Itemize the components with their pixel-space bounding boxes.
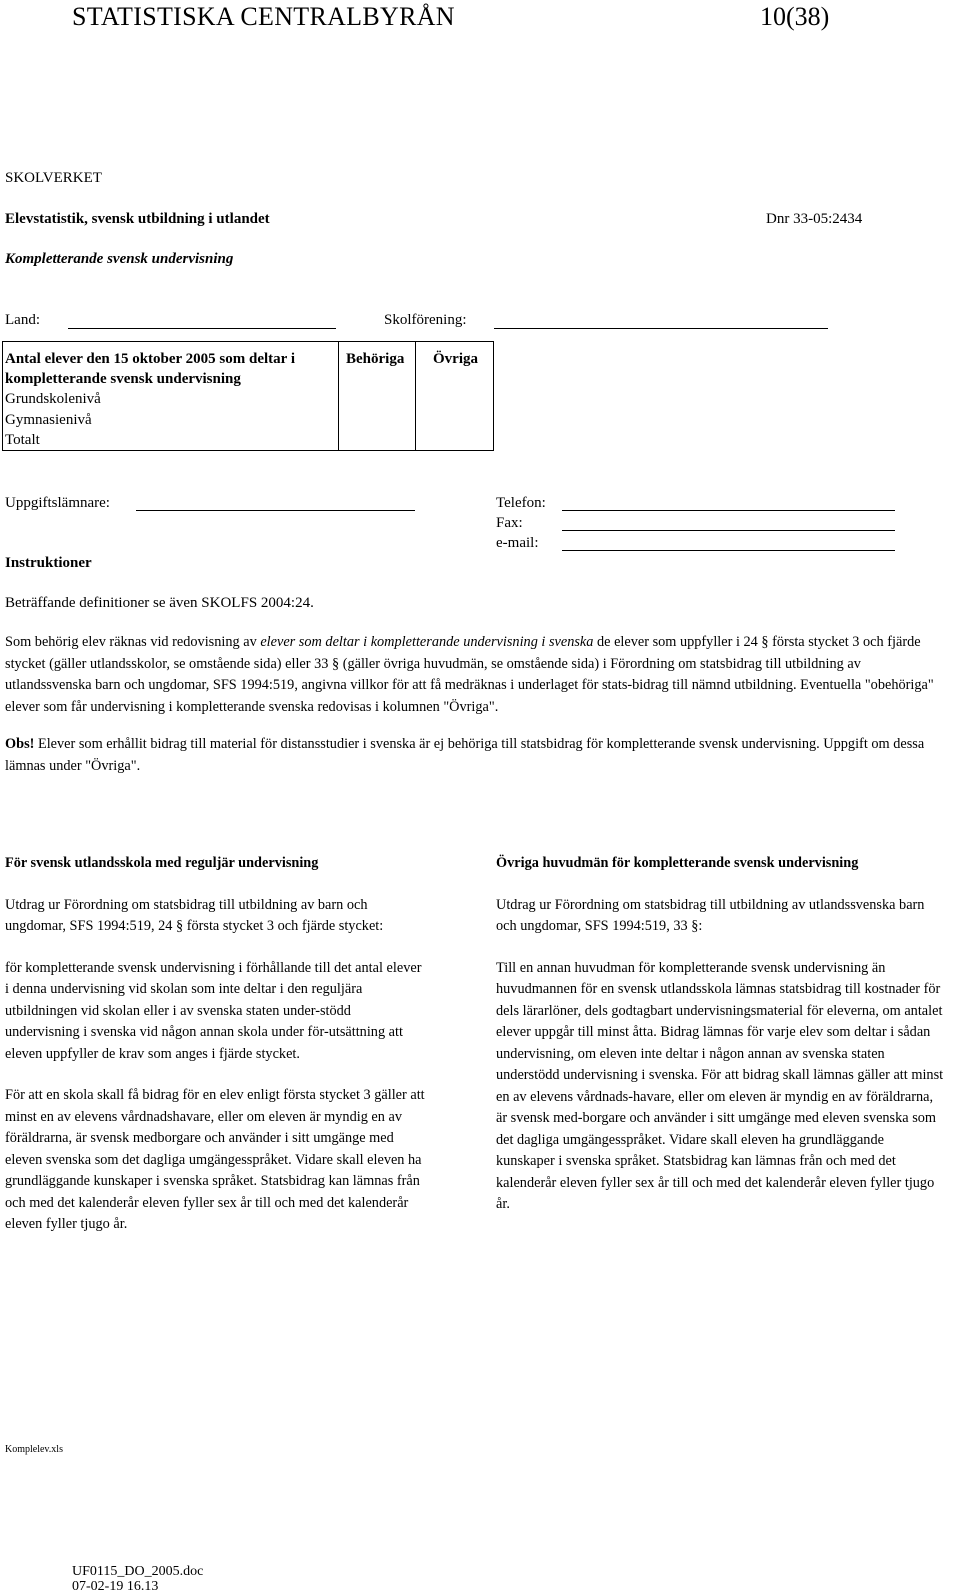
cell-totalt-behoriga[interactable] bbox=[339, 430, 415, 450]
column-behoriga: Behöriga bbox=[346, 351, 405, 367]
form-title: Elevstatistik, svensk utbildning i utlandet bbox=[5, 211, 270, 227]
left-column bbox=[5, 853, 425, 1236]
email-input-line[interactable] bbox=[562, 550, 895, 551]
agency-name: SKOLVERKET bbox=[5, 170, 102, 186]
instr-p1-italic: elever som deltar i kompletterande undervisning i svenska bbox=[260, 634, 594, 650]
page-number: 10(38) bbox=[760, 2, 830, 31]
form-subtitle: Kompletterande svensk undervisning bbox=[5, 251, 234, 267]
land-input-line[interactable] bbox=[68, 328, 336, 329]
right-column bbox=[496, 853, 944, 1216]
skolforening-label: Skolförening: bbox=[384, 312, 467, 328]
table-bottom-border bbox=[2, 450, 494, 451]
right-column-paragraph: Till en annan huvudman för kompletterande svensk undervisning än huvudmannen för en svensk utlandsskola lämnas statsbidrag till kostnader för dels lärarlöner, dels godtagbart undervisningsmaterial för eleverna, om antalet elever uppgår till minst åtta. Bidrag lämnas för varje elev som deltar i sådan undervisning, om eleven inte deltar i någon annan av svenska staten understödd undervisning i svenska. För att bidrag skall lämnas gäller att minst en av elevens vårdnads-havare, eller om eleven är myndig en av föräldrarna, är svensk med-borgare och använder i sitt umgänge med eleven svenska som det dagliga umgängesspråket. Vidare skall eleven ha grundläggande kunskaper i svenska språket. Statsbidrag kan lämnas från och med det kalenderår eleven fyller sex år till och med det kalenderår eleven fyller tjugo år. bbox=[496, 959, 944, 1212]
table-top-border bbox=[2, 341, 494, 342]
telefon-label: Telefon: bbox=[496, 495, 546, 511]
column-ovriga: Övriga bbox=[433, 351, 478, 367]
uppgiftslamnare-input-line[interactable] bbox=[136, 510, 415, 511]
left-column-intro: Utdrag ur Förordning om statsbidrag till utbildning av barn och ungdomar, SFS 1994:519, 24 § första stycket 3 och fjärde stycket: bbox=[5, 896, 384, 934]
uppgiftslamnare-label: Uppgiftslämnare: bbox=[5, 495, 110, 511]
email-label: e-mail: bbox=[496, 535, 539, 551]
skolforening-input-line[interactable] bbox=[494, 328, 828, 329]
fax-input-line[interactable] bbox=[562, 530, 895, 531]
cell-grundskoleniva-behoriga[interactable] bbox=[339, 389, 415, 409]
cell-totalt-ovriga[interactable] bbox=[416, 430, 493, 450]
row-label-totalt: Totalt bbox=[5, 432, 40, 448]
obs-paragraph bbox=[5, 734, 940, 777]
dnr-number: Dnr 33-05:2434 bbox=[766, 211, 863, 227]
row-label-grundskoleniva: Grundskolenivå bbox=[5, 391, 101, 407]
footer-date: 07-02-19 16.13 bbox=[72, 1579, 159, 1594]
left-column-paragraph-2: För att en skola skall få bidrag för en elev enligt första stycket 3 gäller att minst en av elevens vårdnadshavare, eller om eleven är myndig en av föräldrarna, är svensk medborgare och använder i sitt umgänge med eleven svenska som det dagliga umgängesspråket. Vidare skall eleven ha grundläggande kunskaper i svenska språket. Statsbidrag kan lämnas från och med det kalenderår eleven fyller sex år till och med det kalenderår eleven fyller tjugo år. bbox=[5, 1087, 425, 1232]
obs-text: Elever som erhållit bidrag till material för distansstudier i svenska är ej behöriga till statsbidrag för kompletterande svensk undervisning. Uppgift om dessa lämnas under "Övriga". bbox=[5, 736, 925, 774]
cell-gymnasieniva-ovriga[interactable] bbox=[416, 410, 493, 430]
instructions-paragraph bbox=[5, 632, 940, 718]
table-left-border bbox=[2, 341, 3, 450]
land-label: Land: bbox=[5, 312, 40, 328]
row-label-gymnasieniva: Gymnasienivå bbox=[5, 412, 92, 428]
footer-doc-name: UF0115_DO_2005.doc bbox=[72, 1564, 204, 1579]
instructions-reference: Beträffande definitioner se även SKOLFS 2004:24. bbox=[5, 595, 314, 611]
table-header-line1: Antal elever den 15 oktober 2005 som deltar i bbox=[5, 351, 295, 367]
page-header-title: STATISTISKA CENTRALBYRÅN bbox=[72, 2, 455, 31]
telefon-input-line[interactable] bbox=[562, 510, 895, 511]
fax-label: Fax: bbox=[496, 515, 523, 531]
cell-grundskoleniva-ovriga[interactable] bbox=[416, 389, 493, 409]
obs-label: Obs! bbox=[5, 736, 35, 752]
table-header-line2: kompletterande svensk undervisning bbox=[5, 371, 241, 387]
left-column-heading: För svensk utlandsskola med reguljär undervisning bbox=[5, 855, 319, 871]
right-column-intro: Utdrag ur Förordning om statsbidrag till utbildning av utlandssvenska barn och ungdomar, SFS 1994:519, 33 §: bbox=[496, 896, 925, 934]
table-right-border bbox=[493, 341, 494, 450]
cell-gymnasieniva-behoriga[interactable] bbox=[339, 410, 415, 430]
instr-p1-start: Som behörig elev räknas vid redovisning av bbox=[5, 634, 261, 650]
instructions-heading: Instruktioner bbox=[5, 555, 92, 571]
left-column-paragraph-1: för kompletterande svensk undervisning i förhållande till det antal elever i denna undervisning vid skolan som inte deltar i den reguljära utbildningen vid skolan eller i av svenska staten under-stödd undervisning i svenska vid någon annan skola under för-utsättning att eleven uppfyller de krav som anges i fjärde stycket. bbox=[5, 959, 422, 1062]
instr-p1-end: de elever som uppfyller i 24 § första stycket 3 och fjärde stycket (gäller utlandsskolor, se omstående sida) eller 33 § (gäller övriga huvudmän, se omstående sida) i Förordning om statsbidrag till utbildning av utlandssvenska barn och ungdomar, SFS 1994:519, angivna villkor för att få medräknas i underlaget för stats-bidrag till nämnd utbildning. Eventuella "obehöriga" elever som får undervisning i kompletterande svenska redovisas i kolumnen "Övriga". bbox=[5, 634, 934, 715]
file-label: Komplelev.xls bbox=[5, 1444, 63, 1455]
right-column-heading: Övriga huvudmän för kompletterande svensk undervisning bbox=[496, 855, 859, 871]
